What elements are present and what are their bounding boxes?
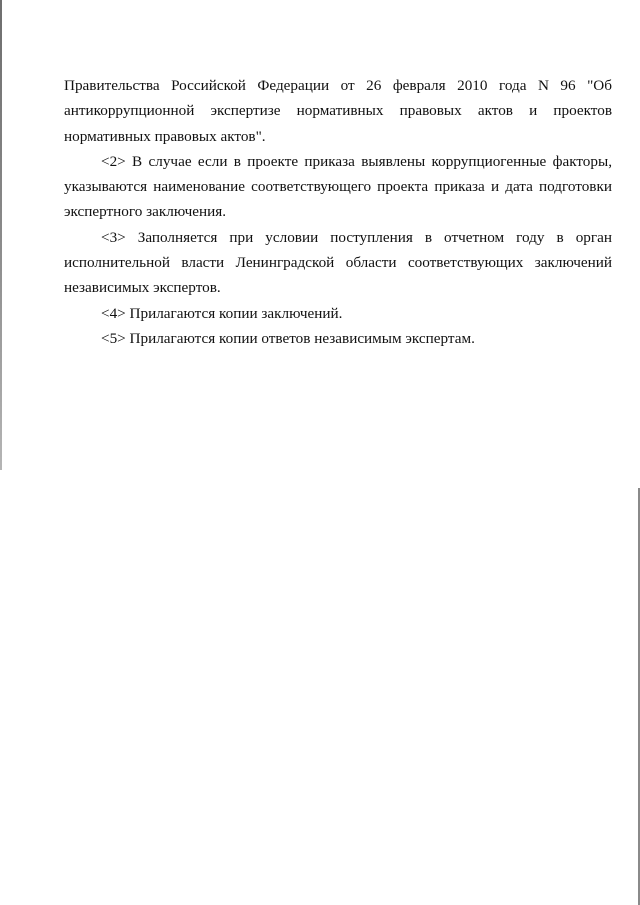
footnote-4: <4> Прилагаются копии заключений. (101, 304, 343, 322)
footnote-3: <3> Заполняется при условии поступления в отчетном году в орган исполнительной власти Ленинградской области соответствующих заключений независимых экспертов. (64, 228, 612, 297)
scan-edge-left (0, 0, 2, 470)
footnote-2: <2> В случае если в проекте приказа выявлены коррупциогенные факторы, указываются наименование соответствующего проекта приказа и дата подготовки экспертного заключения. (64, 152, 612, 221)
footnote-5: <5> Прилагаются копии ответов независимым экспертам. (101, 329, 475, 347)
paragraph-continuation: Правительства Российской Федерации от 26 февраля 2010 года N 96 "Об антикоррупционной экспертизе нормативных правовых актов и проектов нормативных правовых актов". (64, 77, 612, 145)
document-body (64, 73, 612, 351)
